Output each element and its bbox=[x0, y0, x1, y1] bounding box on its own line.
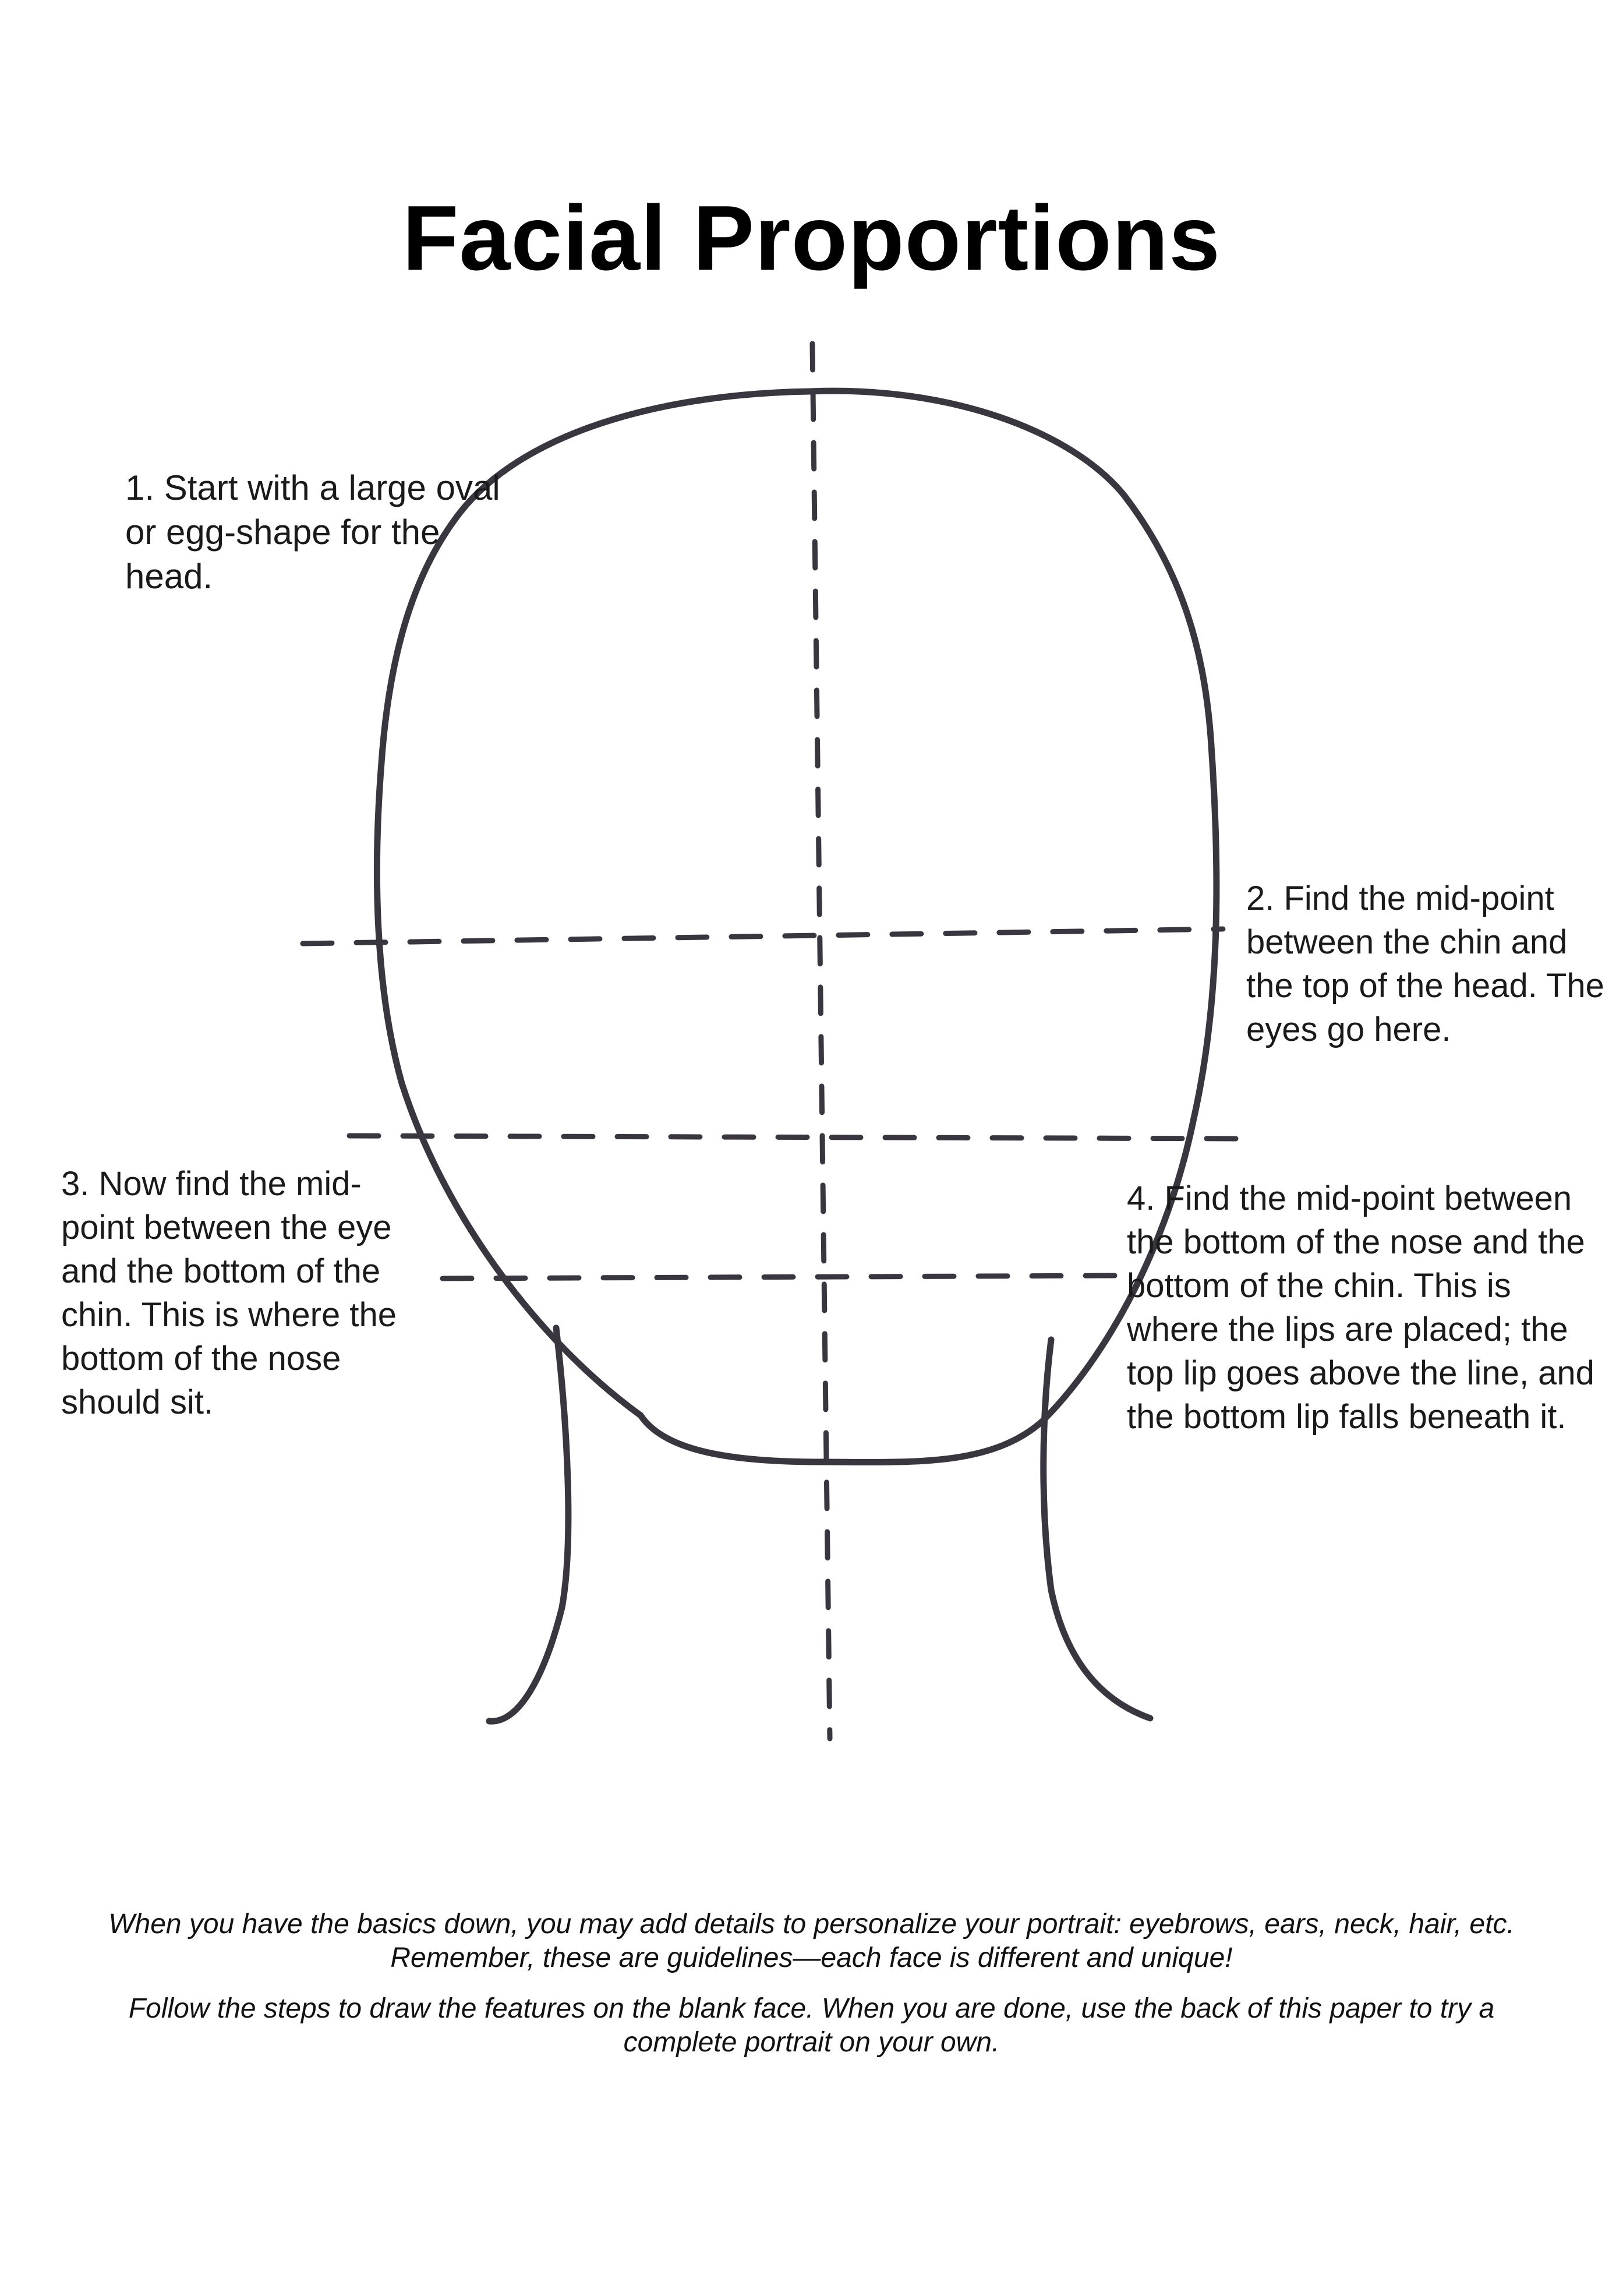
neck-left bbox=[489, 1328, 568, 1721]
step-1-text: 1. Start with a large oval or egg-shape for the head. bbox=[125, 468, 500, 596]
footer-instructions: Follow the steps to draw the features on the blank face. When you are done, use the back of this paper to try a complete portrait on your own. bbox=[128, 1993, 1495, 2058]
nose-guide-line bbox=[349, 1136, 1246, 1139]
page-title: Facial Proportions bbox=[402, 187, 1221, 289]
step-4-text: 4. Find the mid-point between the bottom of the nose and the bottom of the chin. This is where the lips are placed; the top lip goes above the line, and the bottom lip falls beneath it. bbox=[1127, 1179, 1594, 1436]
step-3-text: 3. Now find the mid-point between the eye and the bottom of the chin. This is where the bottom of the nose should sit. bbox=[61, 1165, 397, 1421]
step-2-text: 2. Find the mid-point between the chin and the top of the head. The eyes go here. bbox=[1246, 879, 1604, 1048]
center-guide-line bbox=[812, 344, 830, 1739]
eye-guide-line bbox=[303, 929, 1223, 944]
footer-tips: When you have the basics down, you may add details to personalize your portrait: eyebrows, ears, neck, hair, etc. Remember, these are guidelines—each face is different and unique! bbox=[108, 1909, 1515, 1973]
lip-guide-line bbox=[443, 1276, 1118, 1278]
